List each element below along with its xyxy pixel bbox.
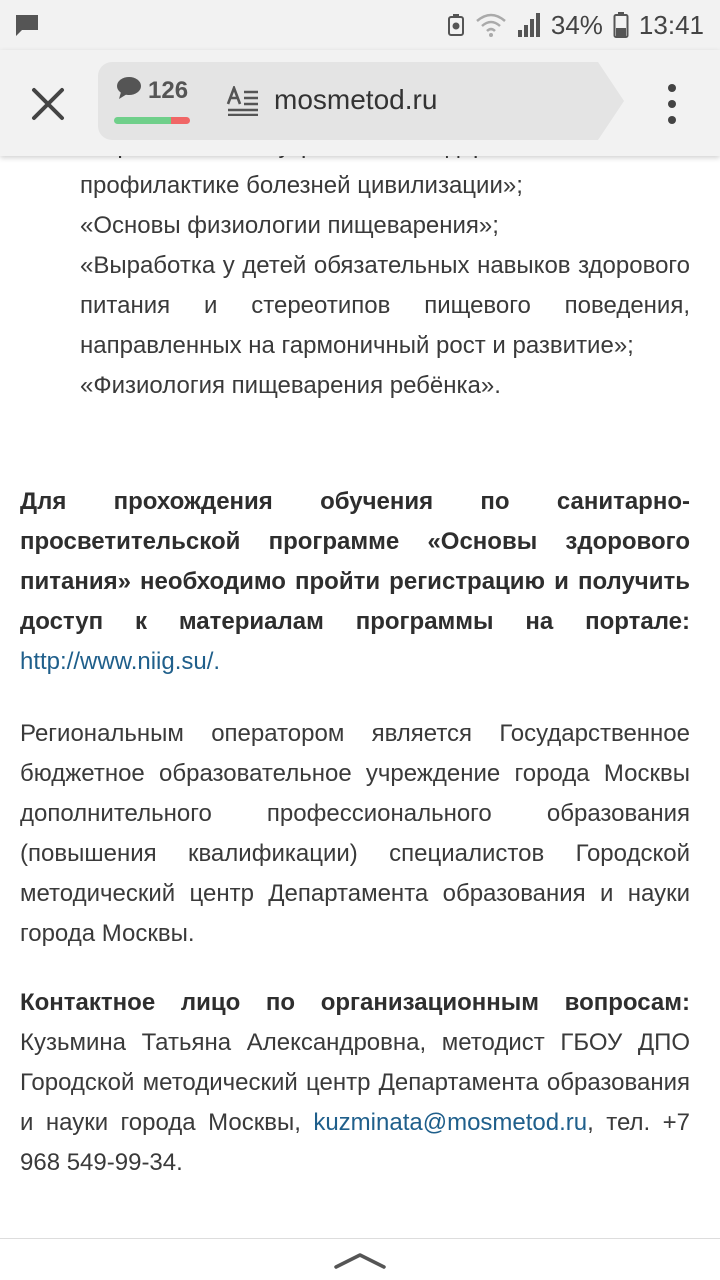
contact-paragraph	[20, 983, 690, 1183]
program-item: «Выработка у детей обязательных навыков здорового питания и стереотипов пищевого поведения, направленных на гармоничный рост и развитие»;	[80, 252, 690, 359]
contact-text: Кузьмина Татьяна Александровна, методист ГБОУ ДПО Городской методический центр Департамента образования и науки города Москвы,	[20, 1029, 690, 1136]
url-domain: mosmetod.ru	[274, 84, 438, 115]
program-item: профилактике болезней цивилизации»;	[80, 172, 523, 199]
status-bar	[0, 0, 720, 50]
operator-text: Региональным оператором является Государственное бюджетное образовательное учреждение города Москвы дополнительного профессионального образования (повышения квалификации) специалистов Городской методический центр Департамента образования и науки города Москвы.	[20, 720, 690, 947]
clock: 13:41	[638, 9, 704, 40]
registration-paragraph	[20, 482, 690, 682]
comment-count: 126	[148, 76, 189, 104]
notification-icon	[447, 13, 465, 37]
message-icon	[14, 13, 40, 42]
reader-mode-icon[interactable]	[226, 86, 260, 121]
rating-positive	[114, 117, 171, 124]
niig-link[interactable]: http://www.niig.su/.	[20, 648, 221, 675]
rating-negative	[171, 117, 190, 124]
chevron-up-icon[interactable]	[333, 1250, 387, 1270]
program-item: «Основы физиологии пищеварения»;	[80, 212, 499, 239]
comments-button[interactable]	[116, 76, 188, 105]
status-icons	[447, 0, 704, 50]
signal-icon	[517, 12, 541, 38]
wifi-icon	[475, 13, 507, 37]
program-item: «Физиология пищеварения ребёнка».	[80, 372, 501, 399]
more-vert-icon[interactable]	[660, 82, 684, 126]
contact-phone: , тел. +7 968 549-99-34.	[20, 1109, 690, 1176]
rating-bar	[114, 117, 190, 124]
registration-text: Для прохождения обучения по санитарно-просветительской программе «Основы здорового питания» необходимо пройти регистрацию и получить доступ к материалам программы на портале:	[20, 488, 690, 635]
program-list	[80, 126, 690, 406]
contact-heading: Контактное лицо по организационным вопросам:	[20, 989, 690, 1016]
comment-bubble-icon	[116, 76, 142, 105]
battery-icon	[613, 12, 629, 38]
contact-email-link[interactable]: kuzminata@mosmetod.ru	[313, 1109, 588, 1136]
battery-percent: 34%	[550, 9, 603, 40]
close-icon[interactable]	[28, 84, 68, 124]
address-bar-arrow	[598, 62, 624, 140]
page-content	[0, 110, 720, 1240]
address-bar[interactable]	[98, 62, 598, 140]
operator-paragraph	[20, 714, 690, 954]
browser-toolbar	[0, 50, 720, 156]
